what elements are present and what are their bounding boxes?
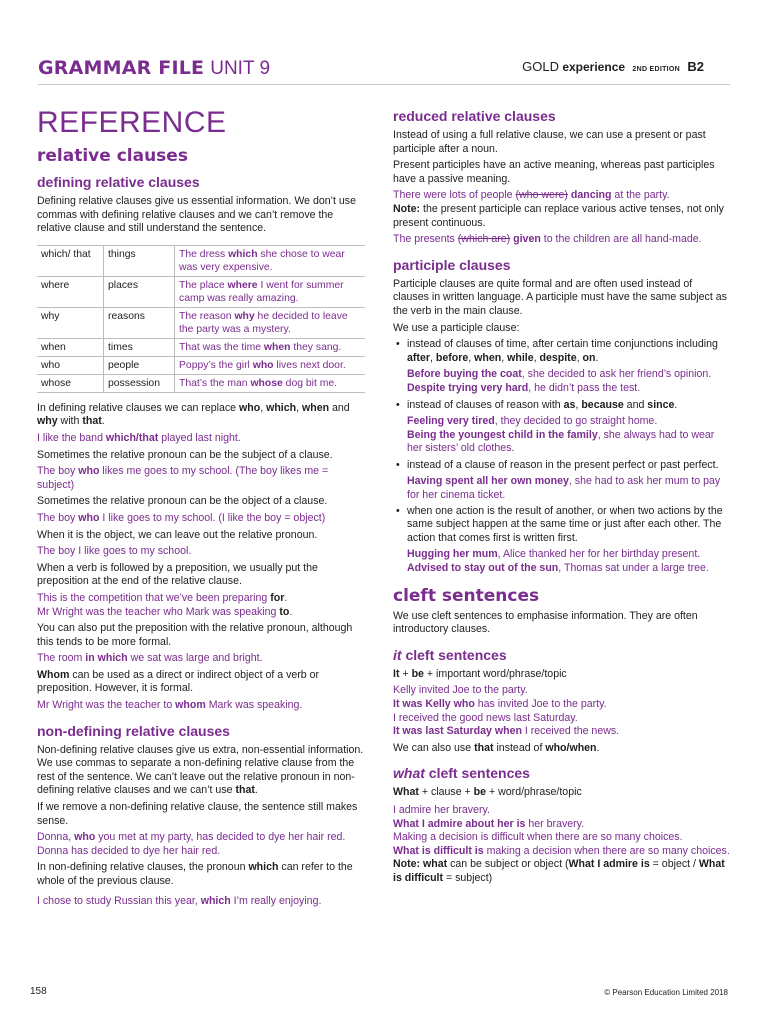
table-row xyxy=(37,276,365,307)
example-sentence: I chose to study Russian this year, which I’m really enjoying. xyxy=(37,894,322,907)
table-cell: which/ that xyxy=(37,245,104,276)
table-cell: reasons xyxy=(104,307,175,338)
table-cell: whose xyxy=(37,374,104,392)
paragraph: We use a participle clause: xyxy=(393,321,520,334)
example-sentence: I received the good news last Saturday. xyxy=(393,711,578,724)
example-sentence: Having spent all her own money, she had to ask her mum to pay for her cinema ticket. xyxy=(407,475,721,502)
paragraph: We can also use that instead of who/when. xyxy=(393,741,600,754)
subheading-what-cleft: what cleft sentences xyxy=(393,765,530,782)
example-sentence: The presents (which are) given to the children are all hand-made. xyxy=(393,233,702,246)
table-row xyxy=(37,374,365,392)
paragraph: Non-defining relative clauses give us extra, non-essential information. We use commas to separate a non-defining relative clause from the rest of the sentence. We can’t leave out the relative pronoun in non-defining relative clauses and we can’t use that. xyxy=(37,743,364,797)
paragraph: Note: the present participle can replace various active tenses, not only present continuous. xyxy=(393,202,724,229)
page-title: REFERENCE xyxy=(37,106,227,139)
brand-header xyxy=(522,59,704,74)
example-sentence: The boy who likes me goes to my school. (The boy likes me = subject) xyxy=(37,465,329,491)
table-cell: possession xyxy=(104,374,175,392)
table-cell: places xyxy=(104,276,175,307)
participle-use-list xyxy=(393,338,731,576)
subheading-non-defining: non-defining relative clauses xyxy=(37,722,230,739)
brand-gold: GOLD xyxy=(522,59,559,74)
unit-header xyxy=(38,57,270,80)
paragraph: You can also put the preposition with the relative pronoun, although this tends to be more formal. xyxy=(37,622,353,648)
example-sentence: Donna has decided to dye her hair red. xyxy=(37,844,221,857)
table-cell: The place where I went for summer camp was really amazing. xyxy=(175,276,366,307)
example-sentence: Making a decision is difficult when there are so many choices. xyxy=(393,831,683,844)
list-item: • instead of clauses of time, after certain time conjunctions including after, before, when, while, despite, on. Before buying the coat, she decided to ask her friend’s opinion. Despite trying very hard, he didn’t pass the test. xyxy=(407,338,731,395)
example-sentence: Advised to stay out of the sun, Thomas sat under a large tree. xyxy=(407,562,709,575)
subheading-defining: defining relative clauses xyxy=(37,174,200,190)
example-sentence: Mr Wright was the teacher who Mark was speaking to. xyxy=(37,605,293,618)
table-cell: Poppy’s the girl who lives next door. xyxy=(175,356,366,374)
example-sentence: What is difficult is making a decision when there are so many choices. xyxy=(393,844,730,857)
paragraph: Whom can be used as a direct or indirect object of a verb or preposition. However, it is formal. xyxy=(37,668,320,695)
paragraph: It + be + important word/phrase/topic xyxy=(393,667,567,680)
paragraph: In defining relative clauses we can replace who, which, when and why with that. xyxy=(37,401,350,428)
level-badge: B2 xyxy=(687,59,704,74)
example-sentence: Despite trying very hard, he didn’t pass the test. xyxy=(407,381,641,394)
brand-experience: experience xyxy=(562,60,626,74)
example-sentence: Mr Wright was the teacher to whom Mark was speaking. xyxy=(37,699,303,712)
table-cell: people xyxy=(104,356,175,374)
paragraph: Sometimes the relative pronoun can be the object of a clause. xyxy=(37,495,328,508)
example-sentence: I admire her bravery. xyxy=(393,803,490,816)
table-cell: why xyxy=(37,307,104,338)
table-cell: who xyxy=(37,356,104,374)
list-item: • instead of a clause of reason in the present perfect or past perfect. Having spent all her own money, she had to ask her mum to pay for her cinema ticket. xyxy=(407,459,731,503)
paragraph: What + clause + be + word/phrase/topic xyxy=(393,786,582,799)
grammar-file-label: GRAMMAR FILE xyxy=(38,57,205,79)
table-cell: where xyxy=(37,276,104,307)
header-divider xyxy=(38,84,730,85)
paragraph: Instead of using a full relative clause, we can use a present or past participle after a noun. xyxy=(393,129,706,155)
right-column xyxy=(393,108,731,889)
example-sentence: Feeling very tired, they decided to go straight home. xyxy=(407,415,658,428)
paragraph: Sometimes the relative pronoun can be the subject of a clause. xyxy=(37,448,333,461)
example-sentence: Donna, who you met at my party, has decided to dye her hair red. xyxy=(37,831,346,844)
paragraph: We use cleft sentences to emphasise information. They are often introductory clauses. xyxy=(393,609,698,636)
example-sentence: Kelly invited Joe to the party. xyxy=(393,684,528,697)
paragraph: When it is the object, we can leave out the relative pronoun. xyxy=(37,528,318,541)
example-sentence: Hugging her mum, Alice thanked her for her birthday present. xyxy=(407,548,701,561)
example-sentence: The boy who I like goes to my school. (I like the boy = object) xyxy=(37,511,326,524)
table-row xyxy=(37,338,365,356)
paragraph: In non-defining relative clauses, the pronoun which can refer to the whole of the previous clause. xyxy=(37,861,353,887)
example-sentence: Before buying the coat, she decided to ask her friend’s opinion. xyxy=(407,368,712,381)
left-column xyxy=(37,100,365,911)
subheading-participle: participle clauses xyxy=(393,256,511,273)
table-cell: things xyxy=(104,245,175,276)
table-row xyxy=(37,245,365,276)
unit-label: UNIT 9 xyxy=(210,58,271,79)
example-sentence: The room in which we sat was large and bright. xyxy=(37,652,263,665)
table-cell: That’s the man whose dog bit me. xyxy=(175,374,366,392)
paragraph: Present participles have an active meaning, whereas past participles have a passive meaning. xyxy=(393,159,715,185)
table-row xyxy=(37,307,365,338)
brand-edition: 2ND EDITION xyxy=(632,66,681,73)
copyright-notice: © Pearson Education Limited 2018 xyxy=(604,988,728,997)
paragraph: Participle clauses are quite formal and are often used instead of clauses in written language. A participle must have the same subject as the verb in the main clause. xyxy=(393,277,727,317)
section-title-cleft-sentences: cleft sentences xyxy=(393,585,540,606)
table-cell: times xyxy=(104,338,175,356)
example-sentence: It was Kelly who has invited Joe to the party. xyxy=(393,698,607,710)
table-row xyxy=(37,356,365,374)
paragraph: Note: what can be subject or object (What I admire is = object / What is difficult = subject) xyxy=(393,858,725,884)
example-sentence: The boy I like goes to my school. xyxy=(37,545,192,558)
relative-pronoun-table xyxy=(37,245,365,393)
example-sentence: What I admire about her is her bravery. xyxy=(393,817,585,830)
list-item: • when one action is the result of another, or when two actions by the same subject happen at the same time or just after each other. The action that comes first is written first. Hugging her mum, Alice thanked her for her birthday present. Advised to stay out of the sun, Thomas sat under a large tree. xyxy=(407,505,731,576)
example-sentence: Being the youngest child in the family, she always had to wear her sisters’ old clothes. xyxy=(407,428,715,455)
example-sentence: This is the competition that we’ve been preparing for. xyxy=(37,591,288,604)
page-number: 158 xyxy=(30,986,47,997)
example-sentence: It was last Saturday when I received the news. xyxy=(393,725,620,738)
section-title-relative-clauses: relative clauses xyxy=(37,146,188,166)
paragraph: Defining relative clauses give us essential information. We don’t use commas with defining relative clauses and we can’t remove the relative clause and still understand the sentence. xyxy=(37,195,356,235)
subheading-reduced: reduced relative clauses xyxy=(393,108,556,124)
example-sentence: There were lots of people (who were) dancing at the party. xyxy=(393,189,670,202)
paragraph: If we remove a non-defining relative clause, the sentence still makes sense. xyxy=(37,801,358,827)
subheading-it-cleft: it cleft sentences xyxy=(393,646,507,663)
list-item: • instead of clauses of reason with as, because and since. Feeling very tired, they decided to go straight home. Being the youngest child in the family, she always had to wear her sisters’ old clothes. xyxy=(407,399,731,456)
table-cell: That was the time when they sang. xyxy=(175,338,366,356)
paragraph: When a verb is followed by a preposition, we usually put the preposition at the end of the relative clause. xyxy=(37,561,318,588)
table-cell: when xyxy=(37,338,104,356)
example-sentence: I like the band which/that played last night. xyxy=(37,431,241,444)
table-cell: The reason why he decided to leave the party was a mystery. xyxy=(175,307,366,338)
table-cell: The dress which she chose to wear was very expensive. xyxy=(175,245,366,276)
